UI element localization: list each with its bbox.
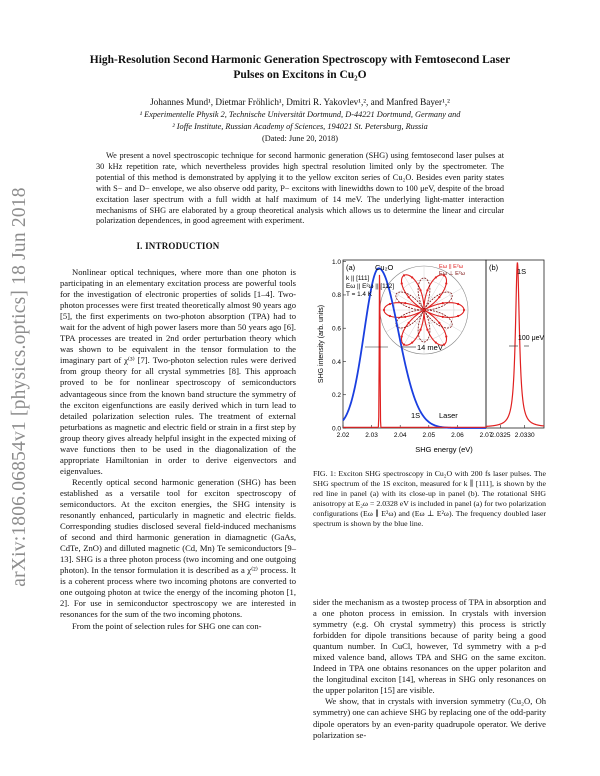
polar-data-point	[423, 309, 425, 311]
polar-data-point	[411, 341, 413, 343]
x-axis-label: SHG energy (eV)	[415, 445, 473, 454]
author-list: Johannes Mund¹, Dietmar Fröhlich¹, Dmitri R. Yakovlev¹,², and Manfred Bayer¹,²	[150, 97, 450, 107]
y-tick-label: 0.6	[331, 325, 341, 333]
affiliation-2: ² Ioffe Institute, Russian Academy of Sciences, 194021 St. Petersburg, Russia	[172, 122, 428, 131]
paragraph: From the point of selection rules for SHG one can con-	[72, 620, 262, 631]
shg-spectrum-chart	[313, 256, 548, 462]
polar-data-point	[445, 335, 447, 337]
polar-data-point	[438, 322, 440, 324]
y-tick-label: 0.8	[331, 292, 341, 300]
paragraph: We show, that in crystals with inversion symmetry (Cu₂O, Oh symmetry) one can achieve SHG by replacing one of the odd-parity dipole operators by an even-parity quadrupole operator. We derive polarization se-	[313, 696, 546, 740]
polar-data-point	[442, 316, 444, 318]
y-axis-label: SHG intensity (arb. units)	[318, 304, 325, 384]
polar-data-point	[443, 344, 445, 346]
arxiv-watermark	[0, 0, 40, 776]
polar-data-point	[383, 309, 385, 311]
section-heading: I. INTRODUCTION	[136, 241, 220, 251]
fwhm-b-label: 100 μeV	[518, 335, 545, 342]
polar-data-point	[404, 302, 406, 304]
paragraph: Recently optical second harmonic generation (SHG) has been established as a versatile tool for exciton spectroscopy of semiconductors. At the exciton energies, the SHG intensity is resonantly enhanced, particularly in magnetic and electric fields. Corresponding studies disclosed several field-induced mechanisms of second and third harmonic generation in diamagnetic (GaAs, CdTe, ZnO) and dilluted magnetic (Cd, Mn) Te semiconductors [9–13]. SHG is a three photon process (two incoming and one outgoing photon). In the tensor formulation it is described as a χ⁽²⁾ process. It is a coherent process where two incoming photons are converted to one outgoing photon at twice the energy of the incoming photon [1, 2]. For use in semiconductor spectroscopy we are interested in resonances for the sum of the two incoming photons.	[60, 476, 296, 620]
polar-data-point	[438, 296, 440, 298]
polar-data-point	[463, 309, 465, 311]
exciton-label-1s: 1S	[411, 411, 421, 420]
x-tick-label: 2.04	[393, 432, 407, 439]
condition-polarization: Eω || E²ω || [112]	[346, 283, 395, 290]
y-tick-label: 0.2	[331, 392, 341, 400]
laser-label: Laser	[439, 411, 458, 420]
date-line: (Dated: June 20, 2018)	[261, 134, 339, 143]
polar-data-point	[419, 329, 421, 331]
y-tick-label: 0.4	[331, 358, 341, 366]
x-tick-label-b: 2.0325	[490, 432, 511, 439]
material-label: Cu₂O	[375, 263, 394, 272]
polar-data-point	[403, 344, 405, 346]
x-tick-label: 2.03	[365, 432, 378, 439]
affiliation-1: ¹ Experimentelle Physik 2, Technische Universität Dortmund, D-44221 Dortmund, Germany and	[139, 110, 461, 119]
abstract: We present a novel spectroscopic technique for second harmonic generation (SHG) using femtosecond laser pulses at 30 kHz repetition rate, which nevertheless provides high spectral resolution limited only by the spectrometer. The potential of this method is demonstrated by applying it to the yellow exciton series of Cu₂O. Besides even parity states with S− and D− envelope, we also observe odd parity, P− excitons with linewidths down to 100 μeV, despite of the broad excitation laser spectrum with a full width at half maximum of 14 meV. The underlying light-matter interaction mechanisms of SHG are elaborated by a group theoretical analysis which allows us to determine the linear and circular polarization dependences, in good agreement with experiment.	[96, 151, 504, 226]
polar-data-point	[404, 316, 406, 318]
polar-data-point	[419, 289, 421, 291]
x-tick-label-b: 2.0330	[514, 432, 535, 439]
y-tick-label: 0.0	[331, 425, 341, 433]
x-tick-label: 2.06	[451, 432, 464, 439]
paper-title: High-Resolution Second Harmonic Generation Spectroscopy with Femtosecond Laser Pulses on Excitons in Cu₂O	[89, 54, 511, 81]
figure-caption: FIG. 1: Exciton SHG spectroscopy in Cu₂O with 200 fs laser pulses. The SHG spectrum of the 1S exciton, measured for k ∥ [111], is shown by the red line in panel (a) with its close-up in panel (b). The rotational SHG anisotropy at E₂ω = 2.0328 eV is included in panel (a) for two polarization configurations (Eω ∥ E²ω) and (Eω ⊥ E²ω). The frequency doubled laser spectrum is shown by the blue line.	[313, 469, 546, 528]
y-tick-label: 1.0	[331, 258, 341, 266]
x-tick-label: 2.02	[336, 432, 350, 439]
figure-1	[313, 256, 548, 462]
condition-k: k || [111]	[346, 275, 370, 282]
polar-data-point	[401, 282, 403, 284]
polar-data-point	[389, 315, 391, 317]
fwhm-label: 14 meV	[417, 343, 443, 352]
paragraph: Nonlinear optical techniques, where more than one photon is participating in an elementary excitation process are powerful tools for the investigation of electronic properties of solids [1–4]. Two-photon processes were first treated theoretically almost 90 years ago [5], the first experiments on two-photon absorption (TPA) had to wait for the advent of high power lasers more than 50 years ago [6]. TPA processes are treated in 2nd order perturbation theory which was shown to be equivalent in the tensor formulation to the imaginary part of χ⁽³⁾ [7]. Two-photon selection rules were derived from group theory for all crystal symmetries [8]. This approach proved to be for nonlinear spectroscopy of semiconductors advantageous since from the known band structure the symmetry of the exciton eigenfunctions are easily derived which in turn lead to detailed polarization selection rules. The treatment of external peturbations as magnetic and electric field or strain in a first step by group theory gives already helpful insight in the expected mixing of wave functions then to be used in the diagonalization of the appropriate Hamiltonian in order to derive eigenvectors and eigenvalues.	[60, 267, 296, 476]
condition-temperature: T = 1.4 K	[346, 291, 372, 298]
polar-data-point	[411, 276, 413, 278]
exciton-1s-line-b	[486, 263, 544, 426]
panel-b-label: (b)	[489, 263, 499, 272]
polar-legend-parallel: Eω || E²ω	[439, 264, 464, 270]
arxiv-id: arXiv:1806.06854v1 [physics.optics] 18 Jun 2018	[9, 187, 30, 587]
polar-data-point	[426, 329, 428, 331]
left-column	[60, 267, 296, 632]
polar-data-point	[408, 296, 410, 298]
polar-data-point	[403, 274, 405, 276]
polar-data-point	[435, 276, 437, 278]
polar-data-point	[457, 315, 459, 317]
paragraph: sider the mechanism as a twostep process of TPA in absorption and a one photon process in emission. In crystals with inversion symmetry (e.g. Oh crystal symmetry) this process is strictly forbidden for dipole transitions because of parity being a good quantum number. In CuCl, however, Td symmetry with a p-d mixed valence band, allows TPA and SHG on the same exciton. Indeed in TPA one obtains resonances on the upper polariton and the longitudinal exciton [14], whereas in SHG only resonances on the upper polariton [15] are visible.	[313, 597, 546, 696]
polar-data-point	[442, 302, 444, 304]
x-tick-label: 2.07	[479, 432, 493, 439]
polar-data-point	[389, 303, 391, 305]
affiliations	[80, 109, 520, 133]
right-column	[313, 597, 546, 741]
x-tick-label: 2.05	[422, 432, 436, 439]
panel-b-exciton-label: 1S	[517, 267, 527, 276]
polar-data-point	[408, 322, 410, 324]
polar-data-point	[401, 335, 403, 337]
polar-data-point	[445, 282, 447, 284]
polar-legend-perpendicular: Eω ⊥ E²ω	[439, 271, 466, 277]
polar-data-point	[426, 289, 428, 291]
panel-a-label: (a)	[346, 263, 356, 272]
polar-data-point	[457, 303, 459, 305]
